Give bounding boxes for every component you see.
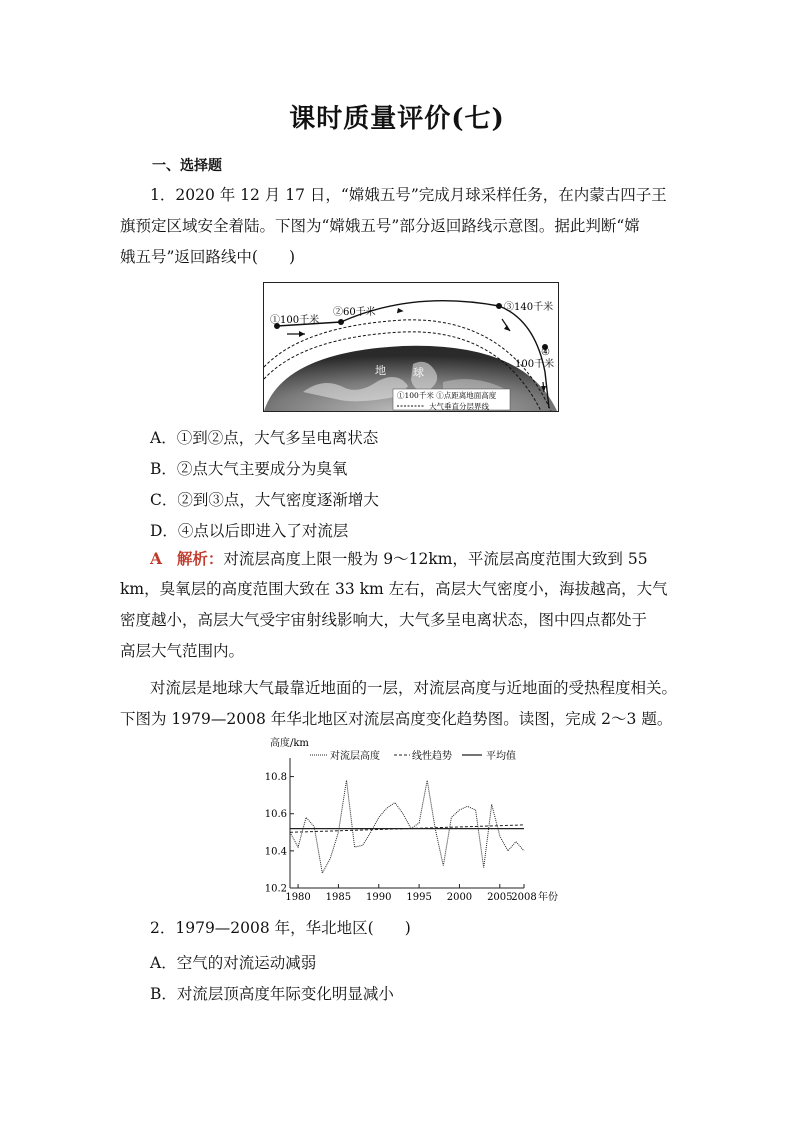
point-4-label: ④: [541, 347, 550, 358]
intro-line-1: 对流层是地球大气最靠近地面的一层，对流层高度与近地面的受热程度相关。: [150, 679, 678, 697]
x-tick-label: 1980: [285, 892, 311, 903]
page-title: 课时质量评价(七): [289, 104, 505, 134]
analysis-text-1: 对流层高度上限一般为 9～12km，平流层高度范围大致到 55: [223, 550, 648, 568]
q1-option-a: A．①到②点，大气多呈电离状态: [150, 429, 379, 447]
q2-option-a: A．空气的对流运动减弱: [150, 954, 317, 972]
question-1-line-2: 旗预定区域安全着陆。下图为“嫦娥五号”部分返回路线示意图。据此判断“嫦: [120, 217, 640, 235]
q1-option-d: D．④点以后即进入了对流层: [150, 522, 349, 540]
point-2-label: ②60千米: [333, 307, 376, 318]
y-tick-label: 10.2: [264, 883, 287, 895]
y-tick-label: 10.8: [264, 772, 287, 784]
chart-xlabel: 年份: [538, 892, 558, 903]
y-tick-label: 10.6: [264, 809, 287, 821]
x-tick-label: 1985: [325, 892, 352, 903]
point-3-marker: [496, 303, 502, 309]
q1-option-c: C．②到③点，大气密度逐渐增大: [150, 491, 379, 509]
q1-analysis-line-2: km，臭氧层的高度范围大致在 33 km 左右，高层大气密度小，海拔越高，大气: [120, 580, 668, 598]
legend-linear-trend: 线性趋势: [412, 751, 452, 762]
question-1-line-1: 1．2020 年 12 月 17 日，“嫦娥五号”完成月球采样任务，在内蒙古四子王: [150, 186, 667, 204]
point-2-marker: [338, 319, 344, 325]
question-1-line-3: 娥五号”返回路线中( ): [120, 248, 296, 266]
question-2-stem: 2．1979—2008 年，华北地区( ): [150, 919, 411, 937]
point-1-label: ①100千米: [270, 315, 320, 326]
legend-mean: 平均值: [486, 751, 516, 762]
analysis-label: 解析：: [176, 549, 224, 568]
x-tick-label: 2005: [487, 892, 513, 903]
point-4-height-label: 100千米: [515, 359, 555, 370]
x-tick-label: 1995: [406, 892, 432, 903]
q1-analysis-line-1: [150, 543, 648, 575]
intro-line-2: 下图为 1979—2008 年华北地区对流层高度变化趋势图。读图，完成 2～3 题。: [120, 710, 673, 728]
return-path-figure: [263, 282, 559, 412]
x-tick-label: 2008: [511, 892, 537, 903]
q2-option-b: B．对流层顶高度年际变化明显减小: [150, 985, 394, 1003]
legend-height: ①100千米 ①点距离地面高度: [397, 391, 497, 400]
legend-height-series: 对流层高度: [330, 751, 380, 762]
earth-label-qiu: 球: [413, 366, 424, 379]
q1-analysis-line-3: 密度越小，高层大气受宇宙射线影响大，大气多呈电离状态，图中四点都处于: [120, 611, 648, 629]
q1-option-b: B．②点大气主要成分为臭氧: [150, 460, 348, 478]
earth-label-di: 地: [375, 364, 386, 377]
troposphere-height-chart: [262, 734, 572, 906]
height-series-line: [290, 780, 524, 873]
x-tick-label: 1990: [366, 892, 392, 903]
y-tick-label: 10.4: [264, 846, 287, 858]
point-3-label: ③140千米: [504, 302, 554, 313]
chart-ylabel: 高度/km: [270, 738, 309, 749]
x-tick-label: 2000: [446, 892, 473, 903]
q1-analysis-line-4: 高层大气范围内。: [120, 642, 245, 660]
legend-boundary: 大气垂直分层界线: [429, 402, 489, 411]
section-heading: 一、选择题: [152, 158, 222, 174]
q1-answer: A: [150, 549, 163, 568]
